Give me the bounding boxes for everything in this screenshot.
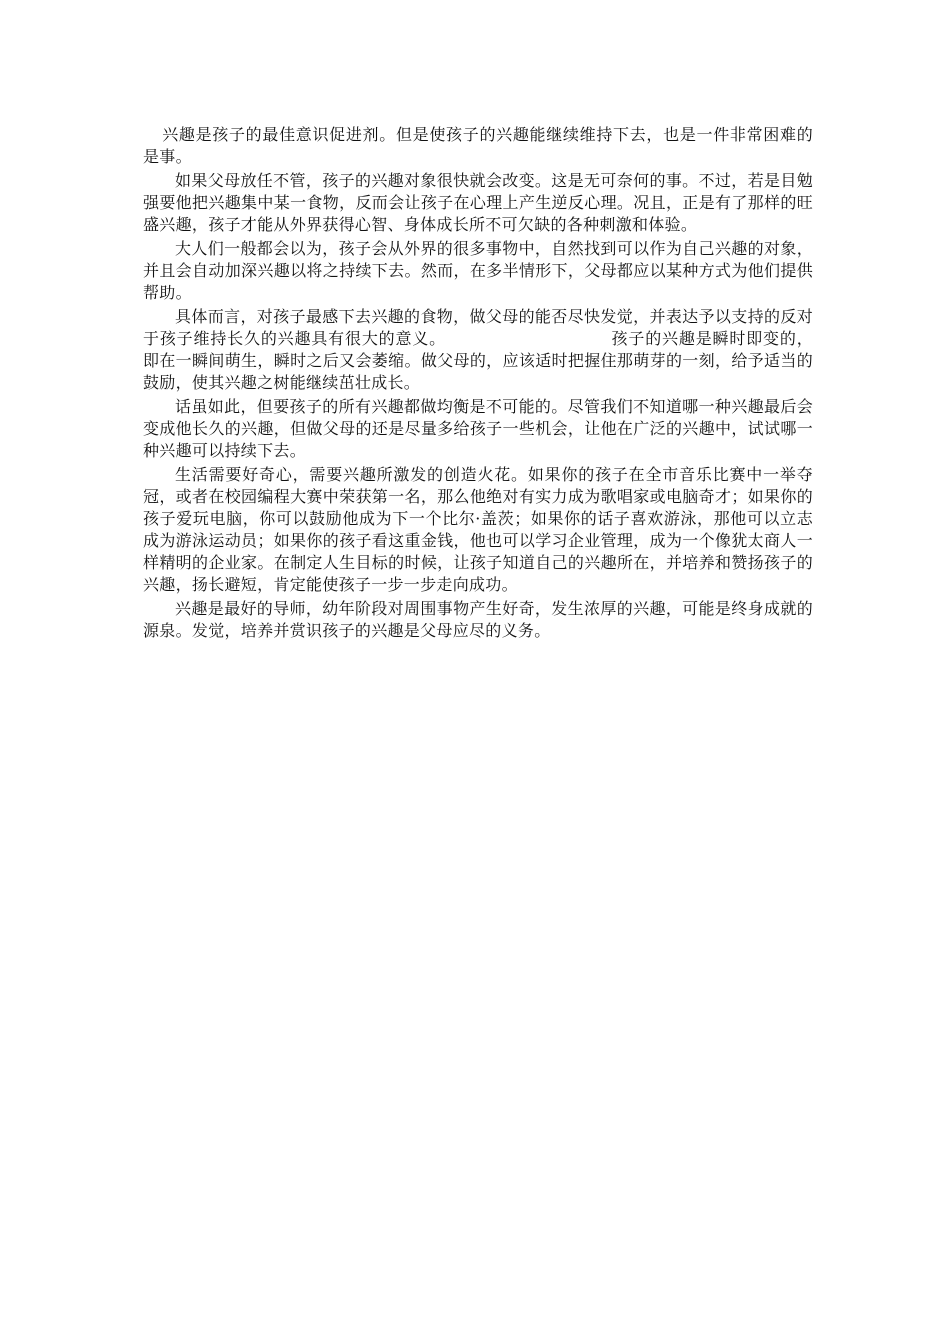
document-body: [143, 124, 813, 644]
paragraph-5: 话虽如此，但要孩子的所有兴趣都做均衡是不可能的。尽管我们不知道哪一种兴趣最后会变成他长久的兴趣，但做父母的还是尽量多给孩子一些机会，让他在广泛的兴趣中，试试哪一种兴趣可以持续下去。: [143, 397, 813, 460]
paragraph-1: 兴趣是孩子的最佳意识促进剂。但是使孩子的兴趣能继续维持下去，也是一件非常困难的是事。: [143, 125, 813, 166]
paragraph-2: 如果父母放任不管，孩子的兴趣对象很快就会改变。这是无可奈何的事。不过，若是目勉强要他把兴趣集中某一食物，反而会让孩子在心理上产生逆反心理。况且，正是有了那样的旺盛兴趣，孩子才能从外界获得心智、身体成长所不可欠缺的各种刺激和体验。: [143, 171, 813, 234]
paragraph-4-part-1: 具体而言，对孩子最感下去兴趣的食物，做父母的能否尽快发觉，并表达予以支持的反对于孩子维持长久的兴趣具有很大的意义。: [143, 307, 813, 348]
paragraph-4-part-2: 孩子的兴趣是瞬时即变的，即在一瞬间萌生，瞬时之后又会萎缩。做父母的，应该适时把握住那萌芽的一刻，给予适当的鼓励，使其兴趣之树能继续茁壮成长。: [143, 329, 813, 392]
paragraph-6: 生活需要好奇心，需要兴趣所激发的创造火花。如果你的孩子在全市音乐比赛中一举夺冠，或者在校园编程大赛中荣获第一名，那么他绝对有实力成为歌唱家或电脑奇才；如果你的孩子爱玩电脑，你可以鼓励他成为下一个比尔·盖茨；如果你的话子喜欢游泳，那他可以立志成为游泳运动员；如果你的孩子看这重金钱，他也可以学习企业管理，成为一个像犹太商人一样精明的企业家。在制定人生目标的时候，让孩子知道自己的兴趣所在，并培养和赞扬孩子的兴趣，扬长避短，肯定能使孩子一步一步走向成功。: [143, 465, 813, 594]
paragraph-7: 兴趣是最好的导师，幼年阶段对周围事物产生好奇，发生浓厚的兴趣，可能是终身成就的源泉。发觉，培养并赏识孩子的兴趣是父母应尽的义务。: [143, 599, 813, 640]
paragraph-4: [143, 306, 813, 394]
paragraph-3: 大人们一般都会以为，孩子会从外界的很多事物中，自然找到可以作为自己兴趣的对象，并且会自动加深兴趣以将之持续下去。然而，在多半情形下，父母都应以某种方式为他们提供帮助。: [143, 239, 813, 302]
